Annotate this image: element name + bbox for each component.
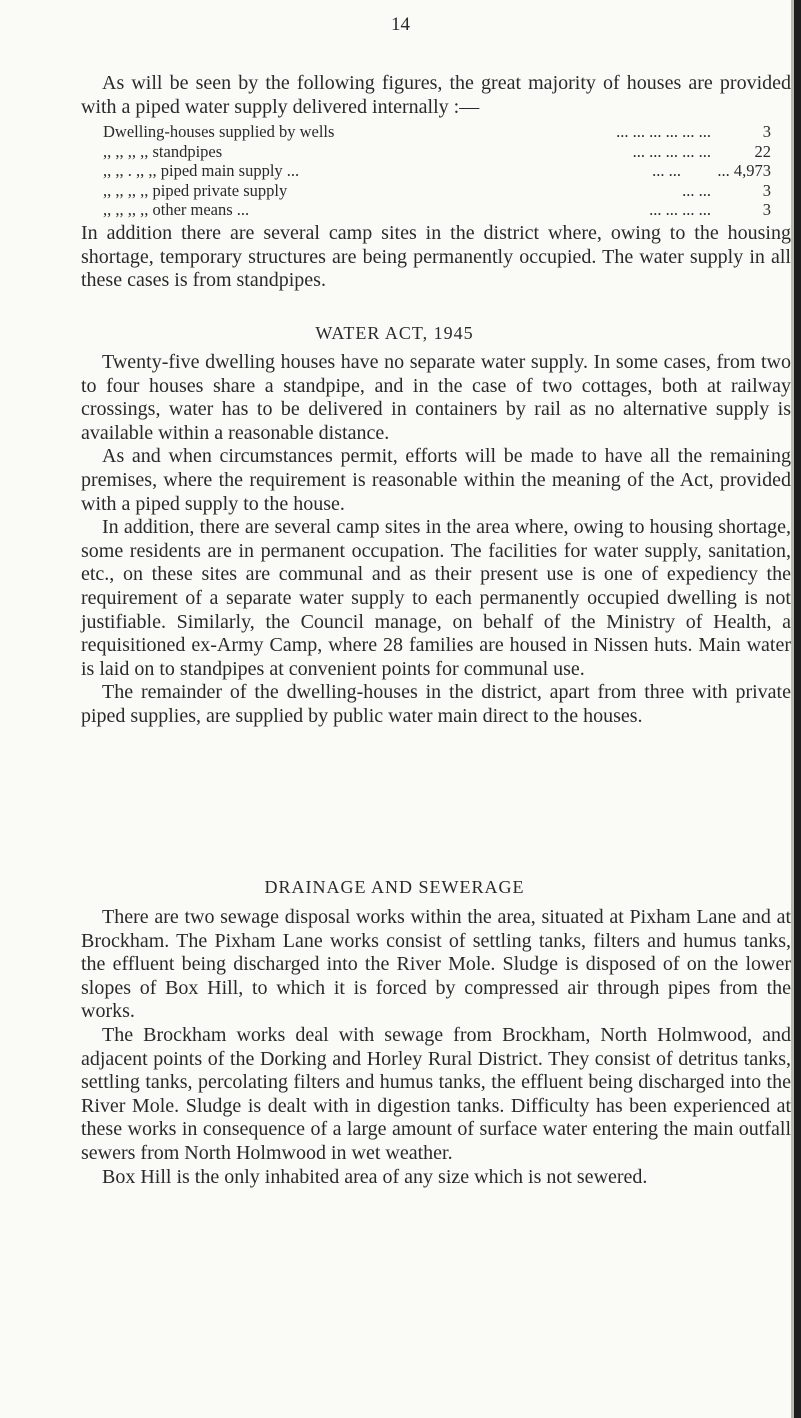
row-value: 3 — [762, 180, 771, 200]
row-leader: ... ... ... ... — [649, 200, 711, 220]
water-act-section — [81, 351, 791, 729]
table-row — [103, 181, 771, 201]
row-value: 22 — [754, 141, 771, 161]
row-value: 3 — [762, 122, 771, 141]
row-value: ... 4,973 — [717, 161, 771, 181]
drainage-paragraph: There are two sewage disposal works within the area, situated at Pixham Lane and at Brockham. The Pixham Lane works consist of settling tanks, filters and humus tanks, the effluent being discharged into the River Mole. Sludge is disposed of on the lower slopes of Box Hill, to which it is forced by compressed air through pipes from the works. — [81, 906, 791, 1023]
camp-note-text: In addition there are several camp sites in the district where, owing to the housing shortage, temporary structures are being permanently occupied. The water supply in all these cases is from standpipes. — [81, 222, 791, 292]
water-act-paragraph: The remainder of the dwelling-houses in the district, apart from three with private piped supplies, are supplied by public water main direct to the houses. — [81, 681, 791, 727]
water-supply-table — [103, 122, 771, 220]
row-label: ,, ,, ,, ,, other means ... — [103, 200, 250, 220]
water-act-paragraph: As and when circumstances permit, efforts will be made to have all the remaining premises, where the requirement is reasonable within the meaning of the Act, provided with a piped supply to the house. — [81, 445, 791, 515]
row-label: ,, ,, ,, ,, standpipes — [103, 141, 223, 161]
water-act-heading: WATER ACT, 1945 — [315, 323, 474, 343]
row-label: Dwelling-houses supplied by wells — [103, 122, 335, 141]
row-leader: ... ... — [652, 161, 681, 181]
table-row — [103, 200, 771, 220]
row-leader: ... ... — [682, 180, 711, 200]
drainage-paragraph: The Brockham works deal with sewage from Brockham, North Holmwood, and adjacent points of the Dorking and Horley Rural District. They consist of detritus tanks, settling tanks, percolating filters and humus tanks, the effluent being discharged into the River Mole. Sludge is dealt with in digestion tanks. Difficulty has been experienced at these works in consequence of a large amount of surface water entering the main outfall sewers from North Holmwood in wet weather. — [81, 1023, 791, 1164]
page-number: 14 — [391, 14, 410, 35]
drainage-heading: DRAINAGE AND SEWERAGE — [264, 877, 525, 897]
row-leader: ... ... ... ... ... ... — [616, 122, 711, 141]
table-row — [103, 142, 771, 162]
row-value: 3 — [762, 200, 771, 220]
table-row — [103, 122, 771, 142]
camp-note-paragraph — [81, 222, 791, 293]
drainage-section — [81, 906, 791, 1189]
row-label: ,, ,, ,, ,, piped private supply — [103, 180, 288, 200]
intro-paragraph — [81, 72, 791, 119]
drainage-paragraph: Box Hill is the only inhabited area of any size which is not sewered. — [102, 1165, 648, 1188]
water-act-paragraph: Twenty-five dwelling houses have no separate water supply. In some cases, from two to four houses share a standpipe, and in the case of two cottages, both at railway crossings, water has to be delivered in containers by rail as no alternative supply is available within a reasonable distance. — [81, 351, 791, 444]
row-leader: ... ... ... ... ... — [632, 141, 711, 161]
water-act-paragraph: In addition, there are several camp sites in the area where, owing to housing shortage, some residents are in permanent occupation. The facilities for water supply, sanitation, etc., on these sites are communal and as their present use is one of expediency the requirement of a separate water supply to each permanently occupied dwelling is not justifiable. Similarly, the Council manage, on behalf of the Ministry of Health, a requisitioned ex-Army Camp, where 28 families are housed in Nissen huts. Main water is laid on to standpipes at convenient points for communal use. — [81, 516, 791, 680]
intro-text: As will be seen by the following figures, the great majority of houses are provided with a piped water supply delivered internally :— — [81, 72, 791, 118]
page-edge — [794, 0, 801, 1418]
row-label: ,, ,, . ,, ,, piped main supply ... — [103, 161, 300, 181]
table-row — [103, 161, 771, 181]
